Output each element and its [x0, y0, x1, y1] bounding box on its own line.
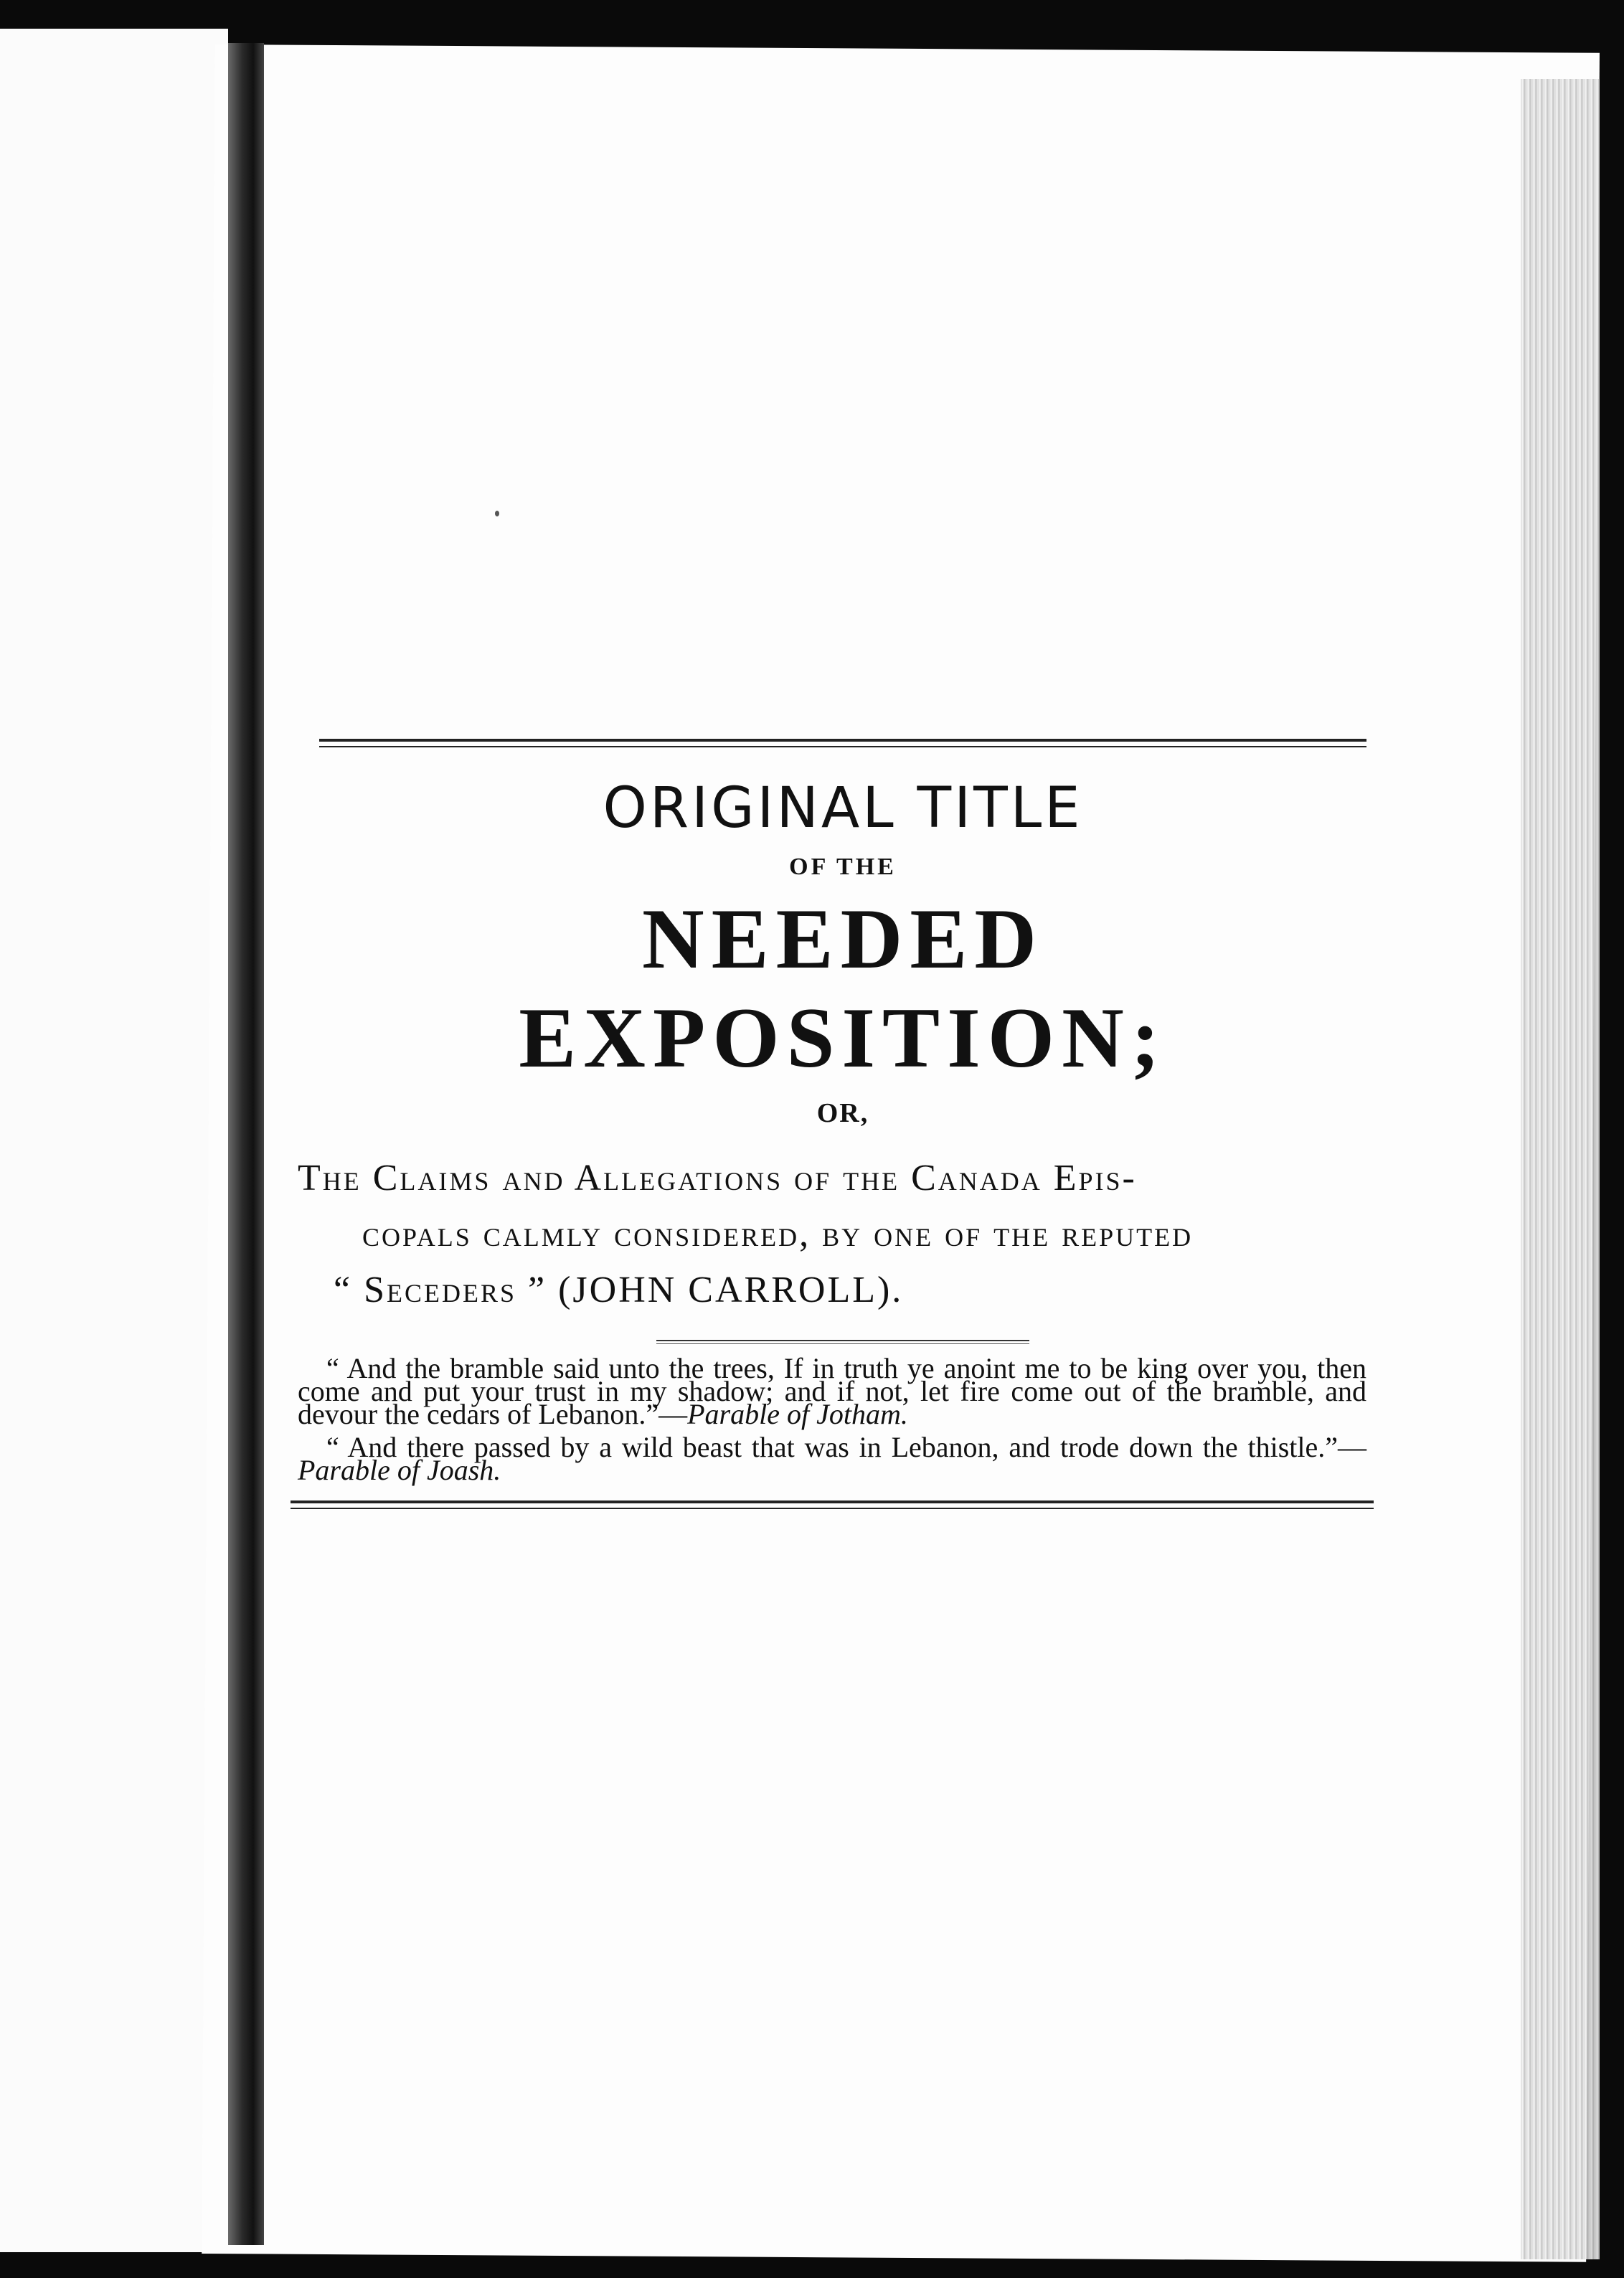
epigraphs [298, 1352, 1366, 1486]
main-title: NEEDED EXPOSITION; [519, 891, 1167, 1085]
or-label: OR, [816, 1098, 869, 1128]
original-title-heading: ORIGINAL TITLE [603, 776, 1083, 841]
subtitle-line-2: copals calmly considered, by one of the reputed [362, 1214, 1194, 1254]
epigraph-text: “ And the bramble said unto the trees, If in truth ye anoint me to be king over you, then come and put your trust in my shadow; and if not, let fire come out of the bramble, and devour the cedars of Lebanon.”— [298, 1352, 1366, 1430]
page-edges [1521, 79, 1600, 2259]
left-blank-page [0, 29, 228, 2252]
book-gutter [228, 43, 264, 2245]
title-block [298, 739, 1366, 1509]
epigraph-joash [298, 1431, 1366, 1486]
bottom-double-rule [291, 1500, 1374, 1509]
epigraph-citation: Parable of Jotham. [687, 1398, 908, 1430]
subtitle [298, 1150, 1366, 1318]
subtitle-line-1: The Claims and Allegations of the Canada Epis- [298, 1158, 1137, 1199]
of-the-label: OF THE [789, 854, 897, 880]
epigraph-citation: Parable of Joash. [298, 1454, 501, 1486]
epigraph-jotham [298, 1352, 1366, 1430]
short-rule [656, 1340, 1029, 1344]
epigraph-text: “ And there passed by a wild beast that was in Lebanon, and trode down the thistle.”— [326, 1431, 1366, 1463]
subtitle-line-3: “ Seceders ” (JOHN CARROLL). [334, 1270, 904, 1310]
ink-speck [495, 511, 499, 516]
top-double-rule [319, 739, 1366, 747]
